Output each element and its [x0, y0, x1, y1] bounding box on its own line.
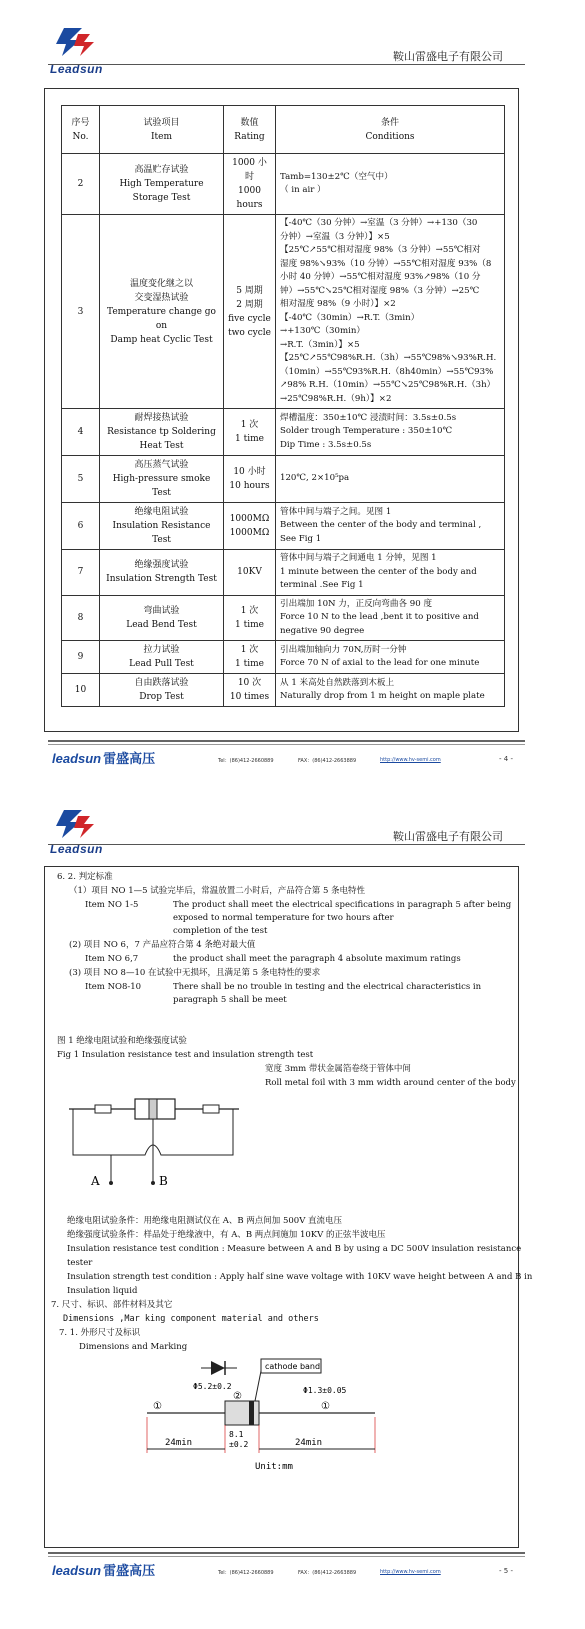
cell-rating-line: 1 time: [235, 659, 264, 669]
cell-conditions-line: 【25℃↗55℃相对湿度 98%（3 分钟）→55℃相对: [280, 245, 481, 255]
label-1-left: ①: [153, 1401, 162, 1412]
content-frame: [44, 866, 533, 1548]
footer-brand: leadsun 雷盛高压: [52, 1563, 156, 1578]
item2-en: the product shall meet the paragraph 4 absolute maximum ratings: [173, 954, 461, 964]
cell-item-line: 温度变化继之以: [129, 278, 193, 289]
cell-conditions: [276, 154, 505, 215]
cell-item-line: Damp heat Cyclic Test: [110, 334, 213, 345]
cell-item: [100, 154, 224, 215]
cell-item: [100, 674, 224, 707]
cell-conditions: [276, 641, 505, 674]
table-header-row: [62, 106, 505, 154]
cell-item-line: Temperature change go on: [107, 306, 216, 331]
item3-cn: (3) 项目 NO 8—10 在试验中无损坏，且满足第 5 条电特性的要求: [69, 968, 321, 978]
test-table: [61, 105, 505, 707]
cell-item-line: 高压蒸气试验: [134, 460, 189, 470]
cell-item-line: High-pressure smoke Test: [112, 474, 211, 498]
cell-item-line: Heat Test: [139, 441, 184, 451]
footer-rule: [48, 740, 525, 742]
table-row: [62, 595, 505, 641]
cell-rating: [224, 550, 276, 596]
table-row: [62, 674, 505, 707]
cell-no: 3: [62, 215, 100, 409]
cell-rating-line: 10 times: [229, 692, 270, 702]
table-row: [62, 409, 505, 456]
cell-item-line: 高温贮存试验: [134, 165, 189, 175]
item1-en-3: completion of the test: [173, 926, 268, 936]
header-conditions: 条件 Conditions: [276, 106, 505, 154]
page-4: [0, 0, 585, 790]
label-b: B: [159, 1174, 168, 1188]
item1-cn: （1）项目 NO 1—5 试验完毕后，常温放置二小时后，产品符合第 5 条电特性: [69, 886, 366, 896]
len24-left: 24min: [165, 1438, 193, 1448]
logo-text: Leadsun: [50, 62, 103, 76]
cell-rating-line: 1000MΩ: [229, 514, 270, 524]
header-item: 试验项目 Item: [100, 106, 224, 154]
cell-conditions-line: Solder trough Temperature : 350±10℃: [280, 426, 453, 437]
cell-item-line: Drop Test: [139, 692, 184, 702]
cell-rating-line: 1 次: [240, 645, 259, 655]
cell-rating: [224, 503, 276, 550]
cell-item-line: 耐焊接热试验: [134, 413, 189, 423]
cell-item-line: High Temperature: [119, 179, 204, 189]
footer-url-link[interactable]: http://www.hv-semi.com: [380, 757, 441, 763]
label-a: A: [91, 1174, 100, 1188]
cell-item: [100, 409, 224, 456]
footer-fax: FAX：(86)412-2663889: [298, 1570, 357, 1576]
body-tolerance: ±0.2: [229, 1440, 249, 1449]
cell-rating-line: 1 次: [240, 420, 259, 430]
cell-conditions-line: 从 1 米高处自然跌落到木板上: [280, 677, 395, 688]
label-2: ②: [233, 1391, 242, 1402]
leadsun-logo-icon: [50, 26, 110, 88]
cell-no: 7: [62, 550, 100, 596]
cell-conditions-line: 钟）→55℃↘25℃相对湿度 98%（3 分钟）→25℃: [280, 285, 480, 296]
cell-no: 4: [62, 409, 100, 456]
cell-conditions-line: 【-40℃（30 分钟）→室温（3 分钟）→+130（30: [280, 218, 478, 228]
section-7-en: Dimensions ,Mar king component material and others: [63, 1314, 319, 1324]
cell-conditions-line: 【-40℃（30min）→R.T.（3min）→+130℃（30min）: [280, 312, 420, 336]
cell-no: 6: [62, 503, 100, 550]
cell-conditions-line: 引出端加 10N 力，正反向弯曲各 90 度: [280, 598, 433, 609]
company-name: 鞍山雷盛电子有限公司: [393, 50, 503, 63]
cell-item-line: 拉力试验: [143, 645, 180, 655]
footer-fax: FAX：(86)412-2663889: [298, 758, 357, 764]
dimension-diagram: [145, 1357, 385, 1477]
cell-rating-line: 1 time: [235, 434, 264, 444]
cell-conditions-line: Naturally drop from 1 m height on maple plate: [280, 691, 485, 701]
cell-rating-line: 1000 小: [232, 158, 267, 168]
cell-conditions-line: 相对湿度 98%（9 小时）】×2: [280, 299, 396, 309]
foil-note-cn: 宽度 3mm 带状金属箔卷绕于管体中间: [265, 1064, 411, 1074]
cell-item-line: 自由跌落试验: [134, 678, 189, 688]
cell-conditions-line: Tamb=130±2℃（空气中）: [280, 171, 393, 182]
footer-brand: leadsun 雷盛高压: [52, 751, 156, 766]
table-row: [62, 154, 505, 215]
item2-cn: (2) 项目 NO 6，7 产品应符合第 4 条绝对最大值: [69, 940, 256, 950]
item2-label: Item NO 6,7: [85, 954, 139, 964]
is-condition-en-1: Insulation strength test condition : Apply half sine wave voltage with 10KV wave height between A and B in: [67, 1272, 533, 1282]
cell-item: [100, 503, 224, 550]
footer-url-link[interactable]: http://www.hv-semi.com: [380, 1569, 441, 1575]
cell-item-line: Resistance tp Soldering: [107, 427, 216, 437]
cell-rating-line: 1000MΩ: [229, 528, 270, 538]
label-1-right: ①: [321, 1401, 330, 1412]
fig1-title-en: Fig 1 Insulation resistance test and insulation strength test: [57, 1050, 314, 1060]
ir-condition-en-2: tester: [67, 1258, 93, 1268]
item1-label: Item NO 1-5: [85, 900, 139, 910]
cell-conditions-line: （ in air ）: [280, 185, 326, 195]
header-no: 序号 No.: [62, 106, 100, 154]
cell-rating-line: 2 周期: [236, 299, 263, 310]
cell-item-line: Insulation Strength Test: [106, 574, 217, 585]
cell-rating-line: 10 hours: [229, 481, 270, 491]
cell-item-line: Storage Test: [132, 193, 191, 203]
cell-rating: [224, 215, 276, 409]
cell-rating: [224, 456, 276, 503]
cell-conditions-line: Between the center of the body and terminal ,: [280, 520, 482, 531]
ir-condition-cn: 绝缘电阻试验条件：用绝缘电阻测试仪在 A、B 两点间加 500V 直流电压: [67, 1216, 343, 1226]
cell-conditions-line: 管体中间与端子之间通电 1 分钟，见图 1: [280, 553, 437, 563]
footer-rule-thin: [48, 744, 525, 745]
body-length: 8.1: [229, 1430, 244, 1439]
cell-item-line: Lead Bend Test: [126, 619, 197, 630]
header-rating: 数值 Rating: [224, 106, 276, 154]
cell-conditions: [276, 456, 505, 503]
cell-no: 5: [62, 456, 100, 503]
item1-en-2: exposed to normal temperature for two hours after: [173, 913, 394, 923]
cell-item-line: 弯曲试验: [143, 605, 180, 616]
cell-conditions-line: 分钟）→室温（3 分钟）】×5: [280, 231, 390, 242]
cell-no: 10: [62, 674, 100, 707]
footer-tel: Tel：(86)412-2660889: [218, 758, 274, 764]
logo-text: Leadsun: [50, 842, 103, 856]
page-number: - 5 -: [499, 1567, 513, 1575]
cell-rating: [224, 641, 276, 674]
page-number: - 4 -: [499, 755, 513, 763]
cell-rating-line: 1 次: [240, 605, 259, 616]
cell-conditions-line: terminal .See Fig 1: [280, 580, 364, 590]
footer-tel: Tel：(86)412-2660889: [218, 1570, 274, 1576]
cell-no: 8: [62, 595, 100, 641]
cell-rating-line: 5 周期: [236, 285, 263, 296]
cell-conditions-line: →R.T.（3min）】×5: [280, 339, 360, 350]
cell-rating-line: 时: [244, 172, 254, 182]
cell-conditions-line: 120℃, 2×10⁵pa: [280, 473, 350, 484]
cell-conditions-line: See Fig 1: [280, 533, 322, 544]
cell-conditions-line: 湿度 98%↘93%（10 分钟）→55℃相对湿度 93%（8: [280, 258, 492, 269]
cell-item-line: Lead Pull Test: [129, 659, 194, 669]
header-rule: [48, 844, 525, 845]
section-7-1-cn: 7. 1. 外形尺寸及标识: [59, 1328, 141, 1338]
cell-conditions: [276, 215, 505, 409]
table-row: [62, 550, 505, 596]
cell-conditions-line: 1 minute between the center of the body and: [280, 566, 477, 577]
cell-rating-line: five cycle: [228, 313, 271, 324]
cell-conditions-line: →25℃98%R.H.（9h）】×2: [280, 393, 392, 404]
cell-rating: [224, 154, 276, 215]
cell-item: [100, 550, 224, 596]
table-row: [62, 641, 505, 674]
cell-conditions-line: ↗98% R.H.（10min）→55℃↘25℃98%R.H.（3h）: [280, 380, 496, 390]
cell-item-line: Insulation Resistance Test: [112, 521, 211, 545]
cell-conditions: [276, 550, 505, 596]
cell-conditions-line: negative 90 degree: [280, 625, 365, 636]
footer-rule: [48, 1552, 525, 1554]
cell-conditions: [276, 595, 505, 641]
section-6-2-title: 6. 2. 判定标准: [57, 872, 113, 882]
is-condition-cn: 绝缘强度试验条件：样品处于绝缘液中，有 A、B 两点间施加 10KV 的正弦半波电压: [67, 1230, 386, 1240]
cell-conditions-line: 管体中间与端子之间。见图 1: [280, 506, 392, 517]
cell-conditions-line: （10min）→55℃93%R.H.（8h40min）→55℃93%: [280, 366, 494, 377]
item3-label: Item NO8-10: [85, 982, 142, 992]
cell-item: [100, 641, 224, 674]
cell-item-line: 交变湿热试验: [134, 292, 189, 303]
leadsun-logo-icon: [50, 808, 110, 870]
unit-label: Unit:mm: [255, 1462, 293, 1472]
is-condition-en-2: Insulation liquid: [67, 1286, 138, 1296]
item3-en-1: There shall be no trouble in testing and the electrical characteristics in: [173, 982, 482, 992]
cell-rating: [224, 674, 276, 707]
ir-condition-en-1: Insulation resistance test condition : Measure between A and B by using a DC 500V insulation resistance: [67, 1244, 522, 1254]
cell-conditions: [276, 674, 505, 707]
cell-item: [100, 215, 224, 409]
item1-en-1: The product shall meet the electrical specifications in paragraph 5 after being: [173, 900, 512, 910]
cell-rating-line: 1000 hours: [236, 186, 263, 210]
cell-rating-line: 10KV: [237, 567, 262, 578]
cell-conditions-line: 【25℃↗55℃98%R.H.（3h）→55℃98%↘93%R.H.: [280, 353, 497, 363]
cell-rating-line: 10 次: [237, 678, 262, 688]
foil-note-en: Roll metal foil with 3 mm width around center of the body: [265, 1078, 516, 1088]
page-5: [0, 800, 585, 1629]
cell-conditions-line: 引出端加轴向力 70N,历时一分钟: [280, 644, 407, 655]
company-name: 鞍山雷盛电子有限公司: [393, 830, 503, 843]
content-frame: [44, 88, 519, 732]
cell-conditions-line: 焊槽温度：350±10℃ 浸渍时间：3.5s±0.5s: [280, 412, 457, 423]
cell-item: [100, 456, 224, 503]
cell-rating-line: 10 小时: [233, 467, 266, 477]
cell-conditions-line: Force 70 N of axial to the lead for one minute: [280, 658, 480, 668]
cell-rating-line: 1 time: [235, 619, 264, 630]
cell-conditions-line: 小时 40 分钟）→55℃相对湿度 93%↗98%（10 分: [280, 272, 481, 282]
section-7-1-en: Dimensions and Marking: [79, 1342, 188, 1352]
table-row: [62, 215, 505, 409]
footer-rule-thin: [48, 1556, 525, 1557]
cell-item-line: 绝缘电阻试验: [134, 507, 189, 517]
fig1-title-cn: 图 1 绝缘电阻试验和绝缘强度试验: [57, 1036, 187, 1046]
phi52-label: Φ5.2±0.2: [193, 1382, 232, 1391]
cell-item: [100, 595, 224, 641]
cell-conditions-line: Dip Time : 3.5s±0.5s: [280, 439, 372, 450]
cell-conditions: [276, 409, 505, 456]
fig1-diagram: [65, 1087, 275, 1207]
cell-no: 9: [62, 641, 100, 674]
cell-rating-line: two cycle: [228, 327, 271, 338]
cell-rating: [224, 595, 276, 641]
cell-rating: [224, 409, 276, 456]
cell-conditions-line: Force 10 N to the lead ,bent it to positive and: [280, 612, 479, 622]
cathode-band-label: cathode band: [265, 1362, 321, 1371]
cell-no: 2: [62, 154, 100, 215]
cell-conditions: [276, 503, 505, 550]
table-row: [62, 503, 505, 550]
cell-item-line: 绝缘强度试验: [134, 560, 189, 571]
section-7-cn: 7. 尺寸、标识、部件材料及其它: [51, 1300, 173, 1310]
header-rule: [48, 64, 525, 65]
len24-right: 24min: [295, 1438, 323, 1448]
table-row: [62, 456, 505, 503]
phi13-label: Φ1.3±0.05: [303, 1386, 347, 1395]
item3-en-2: paragraph 5 shall be meet: [173, 995, 287, 1005]
